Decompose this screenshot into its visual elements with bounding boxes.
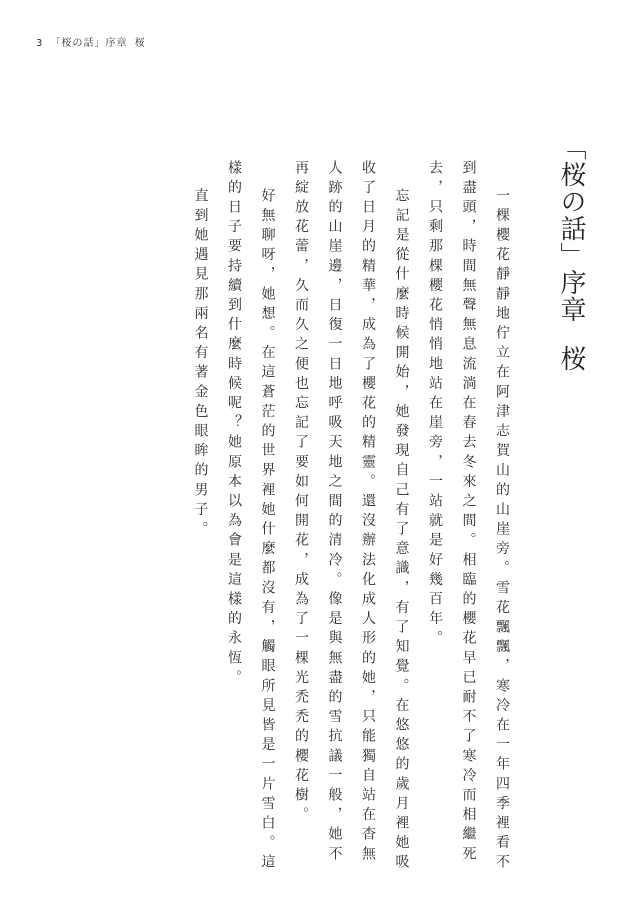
paragraph: 好無聊呀，她想。在這蒼茫的世界裡她什麼都沒有，觸眼所見皆是一片雪白。這樣的日子要持續到什麼時候呢？她原本以為會是這樣的永恆。 [226, 160, 276, 874]
running-header [36, 34, 149, 49]
prose [183, 160, 518, 880]
paragraph: 直到她遇見那兩名有著金色眼眸的男子。 [192, 188, 209, 541]
chapter-title-text: 「桜の話」序章 [556, 134, 586, 323]
paragraph: 一棵櫻花靜靜地佇立在阿津志賀山的山崖旁。雪花飄飄，寒冷在一年四季裡看不到盡頭，時間無聲無息流淌在春去冬來之間。相臨的櫻花早已耐不了寒冷而相繼死去，只剩那棵櫻花悄悄地站在崖旁，一站就是好幾百年。 [427, 160, 510, 874]
page-number: 3 [36, 38, 44, 49]
running-chapter-title: 「桜の話」序章 [50, 38, 128, 49]
chapter-title [550, 126, 584, 372]
page-body [183, 126, 584, 886]
running-section-title: 桜 [134, 38, 146, 49]
chapter-subtitle: 桜 [556, 345, 586, 372]
paragraph: 忘記是從什麼時候開始，她發現自己有了意識，有了知覺。在悠悠的歲月裡她吸收了日月的精華，成為了櫻花的精靈。還沒辦法化成人形的她，只能獨自站在杳無人跡的山崖邊，日復一日地呼吸天地之間的清冷。像是與無盡的雪抗議一般，她不再綻放花蕾，久而久之便也忘記了要如何開花，成為了一棵光禿禿的櫻花樹。 [293, 160, 410, 874]
